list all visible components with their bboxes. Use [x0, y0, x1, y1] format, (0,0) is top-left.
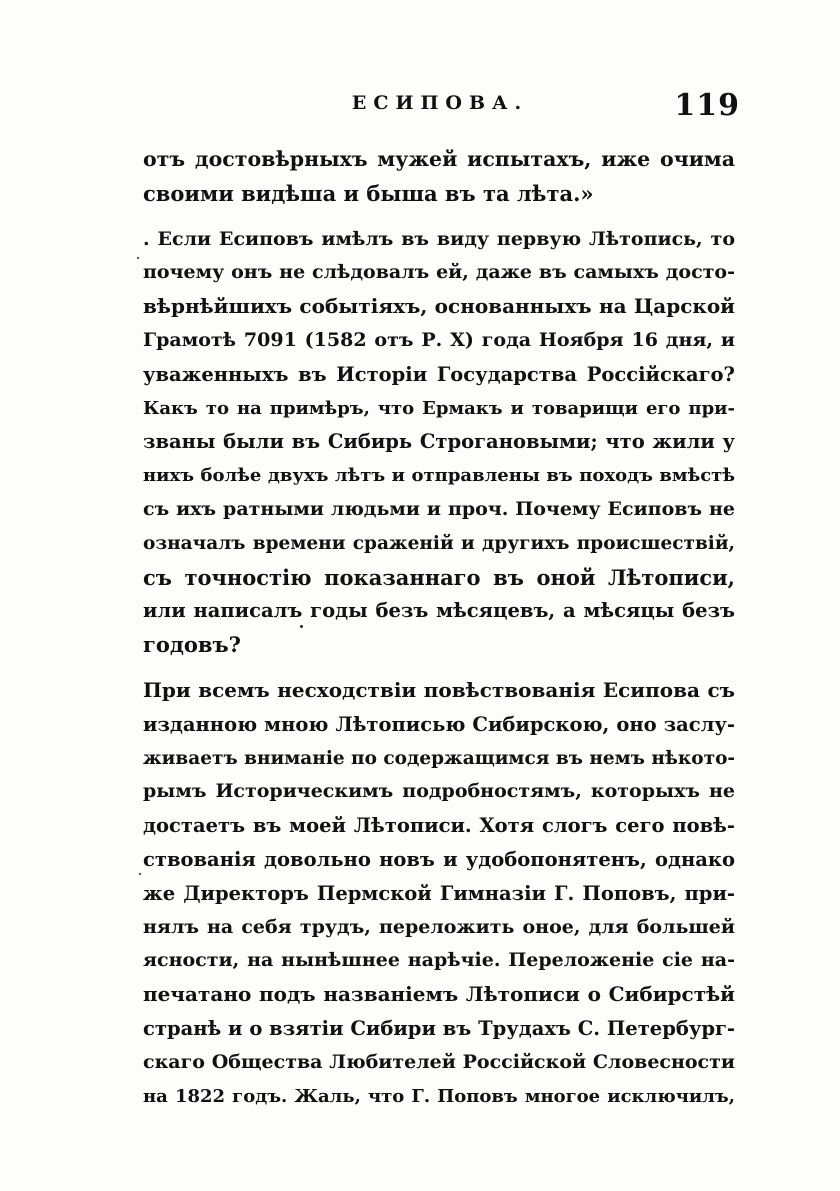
text-line: скаго Общества Любителей Россійской Словесности	[143, 1050, 735, 1073]
text-line: странѣ и о взятіи Сибири въ Трудахъ С. Петербург-	[143, 1016, 735, 1040]
text-line: почему онъ не слѣдовалъ ей, даже въ самыхъ досто-	[143, 261, 735, 284]
text-line: съ точностію показаннаго въ оной Лѣтописи,	[143, 564, 735, 590]
text-line: живаетъ вниманіе по содержащимся въ немъ нѣкото-	[143, 747, 735, 769]
text-line: нихъ болѣе двухъ лѣтъ и отправлены въ походъ вмѣстѣ	[143, 465, 735, 487]
paragraph-gap	[143, 662, 735, 674]
text-line: означалъ времени сраженій и другихъ происшествій,	[143, 532, 735, 554]
text-line: Какъ то на примѣръ, что Ермакъ и товарищи его при-	[143, 397, 735, 419]
text-line: уваженныхъ въ Исторіи Государства Россійскаго?	[143, 362, 735, 386]
ink-speck	[137, 257, 139, 259]
text-line: годовъ?	[143, 632, 241, 658]
text-line: Грамотѣ 7091 (1582 отъ Р. Х) года Ноября 16 дня, и	[143, 328, 735, 351]
text-line: рымъ Историческимъ подробностямъ, которыхъ не	[143, 780, 735, 803]
paragraph-1	[143, 143, 735, 211]
paragraph-3	[143, 674, 735, 1113]
text-line: или написалъ годы безъ мѣсяцевъ, а мѣсяцы безъ	[143, 599, 735, 623]
text-line: званы были въ Сибирь Строгановыми; что жили у	[143, 430, 735, 454]
text-line: При всемъ несходствіи повѣствованія Есипова съ	[143, 677, 735, 702]
paragraph-2	[143, 223, 735, 662]
text-line: вѣрнѣйшихъ событіяхъ, основанныхъ на Царской	[143, 294, 735, 319]
text-line: нялъ на себя трудъ, переложить оное, для большей	[143, 915, 735, 938]
text-line: печатано подъ названіемъ Лѣтописи о Сибирстѣй	[143, 982, 735, 1007]
page-header	[140, 88, 740, 128]
text-line: съ ихъ ратными людьми и проч. Почему Есиповъ не	[143, 497, 735, 520]
text-line: же Директоръ Пермской Гимназіи Г. Поповъ, при-	[143, 881, 735, 905]
body-text	[143, 143, 735, 1113]
text-line: своими видѣша и быша въ та лѣта.»	[143, 180, 594, 206]
text-line: . Если Есиповъ имѣлъ въ виду первую Лѣтопись, то	[143, 227, 735, 250]
ink-speck	[300, 625, 303, 628]
text-line: на 1822 годъ. Жаль, что Г. Поповъ многое исключилъ,	[143, 1085, 735, 1107]
text-line: ясности, на нынѣшнее нарѣчіе. Переложеніе сіе на-	[143, 949, 735, 972]
text-line: изданною мною Лѣтописью Сибирскою, оно заслу-	[143, 712, 735, 736]
text-line: ствованія довольно новъ и удобопонятенъ, однако	[143, 847, 735, 871]
paragraph-gap	[143, 211, 735, 223]
page-number: 119	[674, 88, 740, 123]
ink-speck	[139, 873, 141, 875]
running-title: ЕСИПОВА.	[351, 92, 529, 114]
text-line: достаетъ въ моей Лѣтописи. Хотя слогъ сего повѣ-	[143, 814, 735, 838]
text-line: отъ достовѣрныхъ мужей испытахъ, иже очима	[143, 147, 735, 171]
